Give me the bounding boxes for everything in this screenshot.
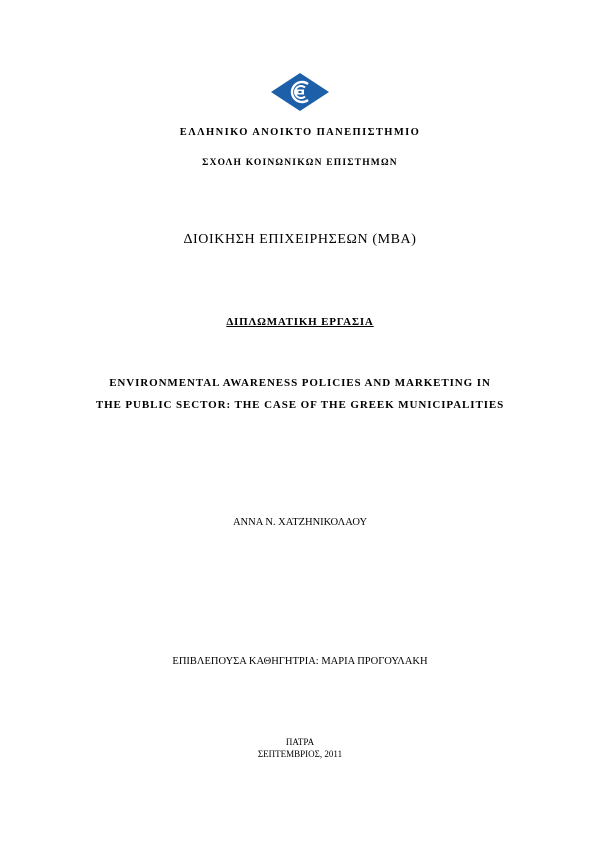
date: ΣΕΠΤΕΜΒΡΙΟΣ, 2011 (257, 749, 343, 759)
thesis-title-line-2: THE PUBLIC SECTOR: THE CASE OF THE GREEK MUNICIPALITIES (95, 399, 505, 411)
thesis-title-line-1: ENVIRONMENTAL AWARENESS POLICIES AND MARKETING IN (109, 377, 491, 389)
program-name: ΔΙΟΙΚΗΣΗ ΕΠΙΧΕΙΡΗΣΕΩΝ (MBA) (183, 232, 417, 247)
university-name: ΕΛΛΗΝΙΚΟ ΑΝΟΙΚΤΟ ΠΑΝΕΠΙΣΤΗΜΙΟ (179, 127, 421, 138)
supervisor: ΕΠΙΒΛΕΠΟΥΣΑ ΚΑΘΗΓΗΤΡΙΑ: ΜΑΡΙΑ ΠΡΟΓΟΥΛΑΚΗ (172, 656, 428, 667)
author-name: ΑΝΝΑ Ν. ΧΑΤΖΗΝΙΚΟΛΑΟΥ (232, 517, 368, 528)
school-name: ΣΧΟΛΗ ΚΟΙΝΩΝΙΚΩΝ ΕΠΙΣΤΗΜΩΝ (202, 158, 398, 168)
document-type: ΔΙΠΛΩΜΑΤΙΚΗ ΕΡΓΑΣΙΑ (226, 316, 374, 328)
university-logo-icon (270, 72, 330, 112)
place: ΠΑΤΡΑ (285, 737, 315, 747)
